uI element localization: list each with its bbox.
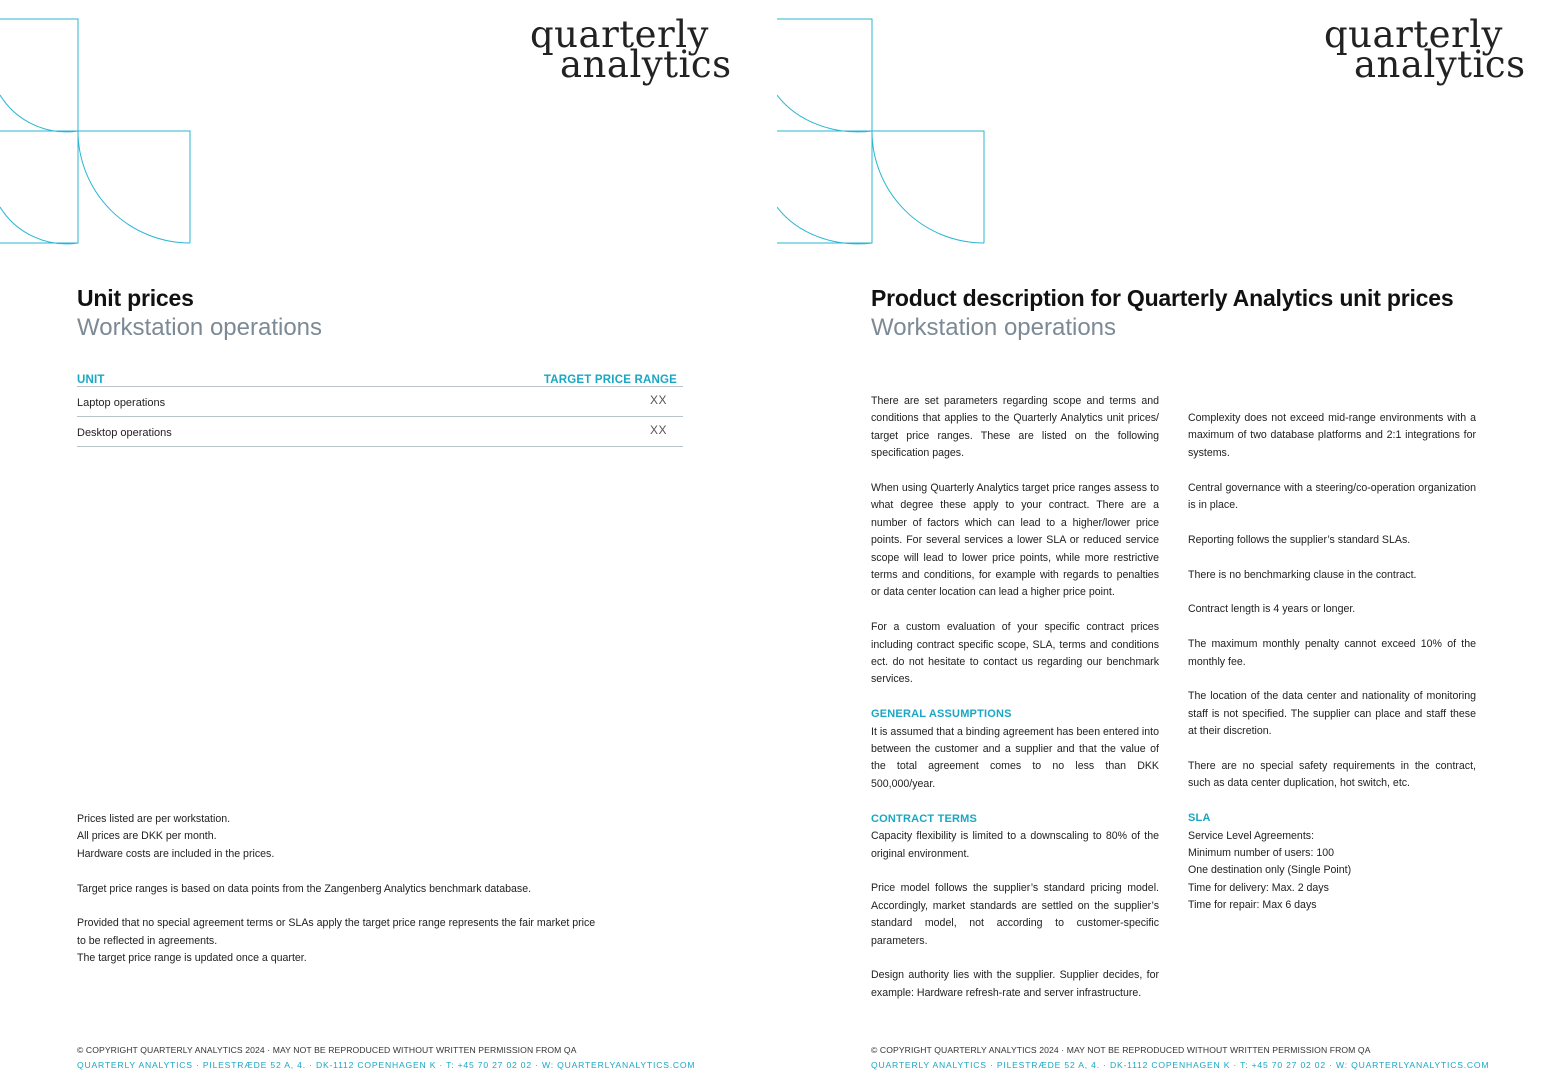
note: Prices listed are per workstation. — [77, 813, 231, 825]
row-unit: Laptop operations — [77, 397, 166, 409]
page-footer — [871, 1045, 1489, 1070]
section-heading-general-assumptions: GENERAL ASSUMPTIONS — [871, 708, 1012, 721]
paragraph: For a custom evaluation of your specific contract prices including contract specific scope, SLA, terms and conditions ect. do not hesitate to contact us regarding our benchmark services. — [871, 621, 1159, 686]
page-title: Product description for Quarterly Analytics unit prices — [871, 285, 1454, 311]
paragraph: Contract length is 4 years or longer. — [1188, 603, 1356, 616]
paragraph: Central governance with a steering/co-operation organization is in place. — [1188, 481, 1476, 512]
note: Hardware costs are included in the prices. — [77, 847, 275, 860]
unit-price-table — [77, 366, 683, 447]
row-price: XX — [649, 423, 667, 437]
paragraph: It is assumed that a binding agreement has been entered into between the customer and a supplier and that the value of the total agreement comes to no less than DKK 500,000/year. — [871, 725, 1159, 790]
logo-line-2: analytics — [560, 43, 732, 86]
paragraph: There are no special safety requirements in the contract, such as data center duplication, hot switch, etc. — [1188, 760, 1476, 790]
logo-line-2: analytics — [1354, 43, 1526, 86]
page-subtitle: Workstation operations — [871, 314, 1117, 341]
paragraph: Design authority lies with the supplier. Supplier decides, for example: Hardware refresh-rate and server infrastructure. — [871, 969, 1159, 999]
page-title: Unit prices — [77, 285, 194, 311]
sla-line: Service Level Agreements: — [1188, 829, 1315, 842]
page-footer — [77, 1045, 695, 1070]
quarterly-analytics-logo — [528, 14, 748, 86]
sla-line: Time for repair: Max 6 days — [1188, 899, 1317, 912]
decorative-arc-graphic — [0, 0, 200, 250]
paragraph: Capacity flexibility is limited to a downscaling to 80% of the original environment. — [871, 830, 1159, 860]
paragraph: When using Quarterly Analytics target price ranges assess to what degree these apply to your contract. There are a number of factors which can lead to a higher/lower price points. For several services a lower SLA or reduced service scope will lead to lower price points, while more restrictive terms and conditions, for example with regards to penalties or data center location can lead a higher price point. — [871, 482, 1159, 599]
contact-line: QUARTERLY ANALYTICS · PILESTRÆDE 52 A, 4. · DK-1112 COPENHAGEN K · T: +45 70 27 02 02 · W: QUARTERLYANALYTICS.COM — [871, 1060, 1490, 1070]
column-header-unit: UNIT — [77, 374, 105, 386]
note: Provided that no special agreement terms or SLAs apply the target price range represents the fair market price to be reflected in agreements. — [77, 917, 596, 947]
page-subtitle: Workstation operations — [77, 314, 323, 341]
decorative-arc-graphic — [777, 0, 997, 250]
row-price: XX — [649, 393, 667, 407]
paragraph: Reporting follows the supplier’s standard SLAs. — [1188, 533, 1411, 546]
quarterly-analytics-logo — [1322, 14, 1542, 86]
section-heading-sla: SLA — [1188, 812, 1211, 825]
paragraph: There are set parameters regarding scope and terms and conditions that applies to the Quarterly Analytics unit prices/ target price ranges. These are listed on the following specification pages. — [871, 395, 1159, 460]
note: The target price range is updated once a quarter. — [77, 952, 307, 965]
sla-line: Time for delivery: Max. 2 days — [1188, 881, 1329, 894]
copyright-text: © COPYRIGHT QUARTERLY ANALYTICS 2024 · MAY NOT BE REPRODUCED WITHOUT WRITTEN PERMISSION FROM QA — [871, 1045, 1371, 1055]
text-column-left — [871, 393, 1159, 1002]
copyright-text: © COPYRIGHT QUARTERLY ANALYTICS 2024 · MAY NOT BE REPRODUCED WITHOUT WRITTEN PERMISSION FROM QA — [77, 1045, 577, 1055]
section-heading-contract-terms: CONTRACT TERMS — [871, 812, 978, 825]
logo-line-1: quarterly — [1324, 13, 1503, 56]
paragraph: Complexity does not exceed mid-range environments with a maximum of two database platforms and 2:1 integrations for systems. — [1188, 412, 1476, 459]
column-header-target-price-range: TARGET PRICE RANGE — [543, 374, 677, 386]
table-header — [77, 366, 683, 387]
sla-line: One destination only (Single Point) — [1188, 864, 1352, 877]
text-column-right — [1188, 410, 1476, 915]
page-unit-prices — [0, 0, 777, 1087]
paragraph: Price model follows the supplier’s standard pricing model. Accordingly, market standards are settled on the supplier’s standard model, not according to customer-specific parameters. — [871, 882, 1159, 947]
pricing-notes — [77, 811, 597, 968]
row-unit: Desktop operations — [77, 427, 172, 439]
sla-line: Minimum number of users: 100 — [1188, 847, 1335, 860]
page-product-description — [777, 0, 1559, 1087]
note: All prices are DKK per month. — [77, 830, 217, 843]
contact-line: QUARTERLY ANALYTICS · PILESTRÆDE 52 A, 4. · DK-1112 COPENHAGEN K · T: +45 70 27 02 02 · W: QUARTERLYANALYTICS.COM — [77, 1060, 696, 1070]
paragraph: The location of the data center and nationality of monitoring staff is not specified. The supplier can place and staff these at their discretion. — [1188, 690, 1476, 738]
note: Target price ranges is based on data points from the Zangenberg Analytics benchmark database. — [77, 882, 532, 895]
table-row — [77, 417, 683, 447]
logo-line-1: quarterly — [530, 13, 709, 56]
paragraph: The maximum monthly penalty cannot exceed 10% of the monthly fee. — [1188, 638, 1476, 668]
paragraph: There is no benchmarking clause in the contract. — [1188, 568, 1417, 581]
table-row — [77, 387, 683, 417]
